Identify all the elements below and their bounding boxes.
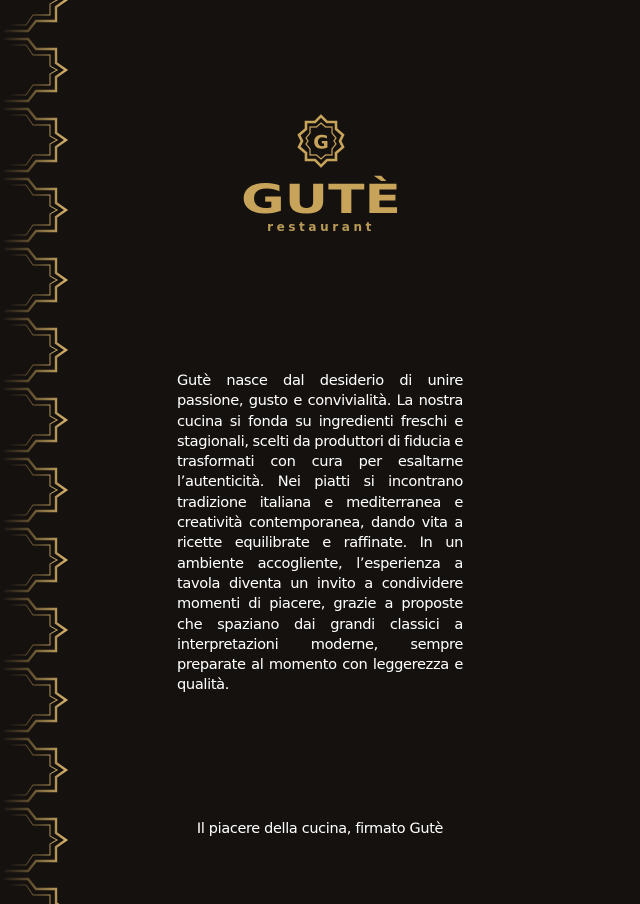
brand-name: GUTÈ	[241, 177, 361, 220]
restaurant-description: Gutè nasce dal desiderio di unire passione, gusto e convivialità. La nostra cucina si fonda su ingredienti freschi e stagionali, scelti da produttori di fiducia e trasformati con cura per esaltarne l’autenticità. Nei piatti si incontrano tradizione italiana e mediterranea e creatività contemporanea, dando vita a ricette equilibrate e raffinate. In un ambiente accogliente, l’esperienza a tavola diventa un invito a condividere momenti di piacere, grazie a proposte che spaziano dai grandi classici a interpretazioni moderne, sempre preparate al momento con leggerezza e qualità.	[177, 372, 463, 694]
border-motif-inner	[10, 745, 57, 795]
tagline: Il piacere della cucina, firmato Gutè	[196, 821, 444, 837]
emblem-letter: G	[313, 131, 329, 154]
border-motif-inner	[10, 45, 57, 95]
border-motif-inner	[10, 465, 57, 515]
border-motif-inner	[10, 325, 57, 375]
logo-emblem-icon	[294, 114, 348, 168]
brand-subtitle: restaurant	[267, 220, 375, 234]
brand-wordmark	[238, 168, 404, 220]
decorative-border-pattern	[0, 0, 72, 904]
border-motif-inner	[10, 255, 57, 305]
border-motif-inner	[10, 115, 57, 165]
border-motif-inner	[10, 605, 57, 655]
border-motif-inner	[10, 675, 57, 725]
border-motif-inner	[10, 395, 57, 445]
border-motif	[4, 879, 66, 904]
border-motif-inner	[10, 535, 57, 585]
